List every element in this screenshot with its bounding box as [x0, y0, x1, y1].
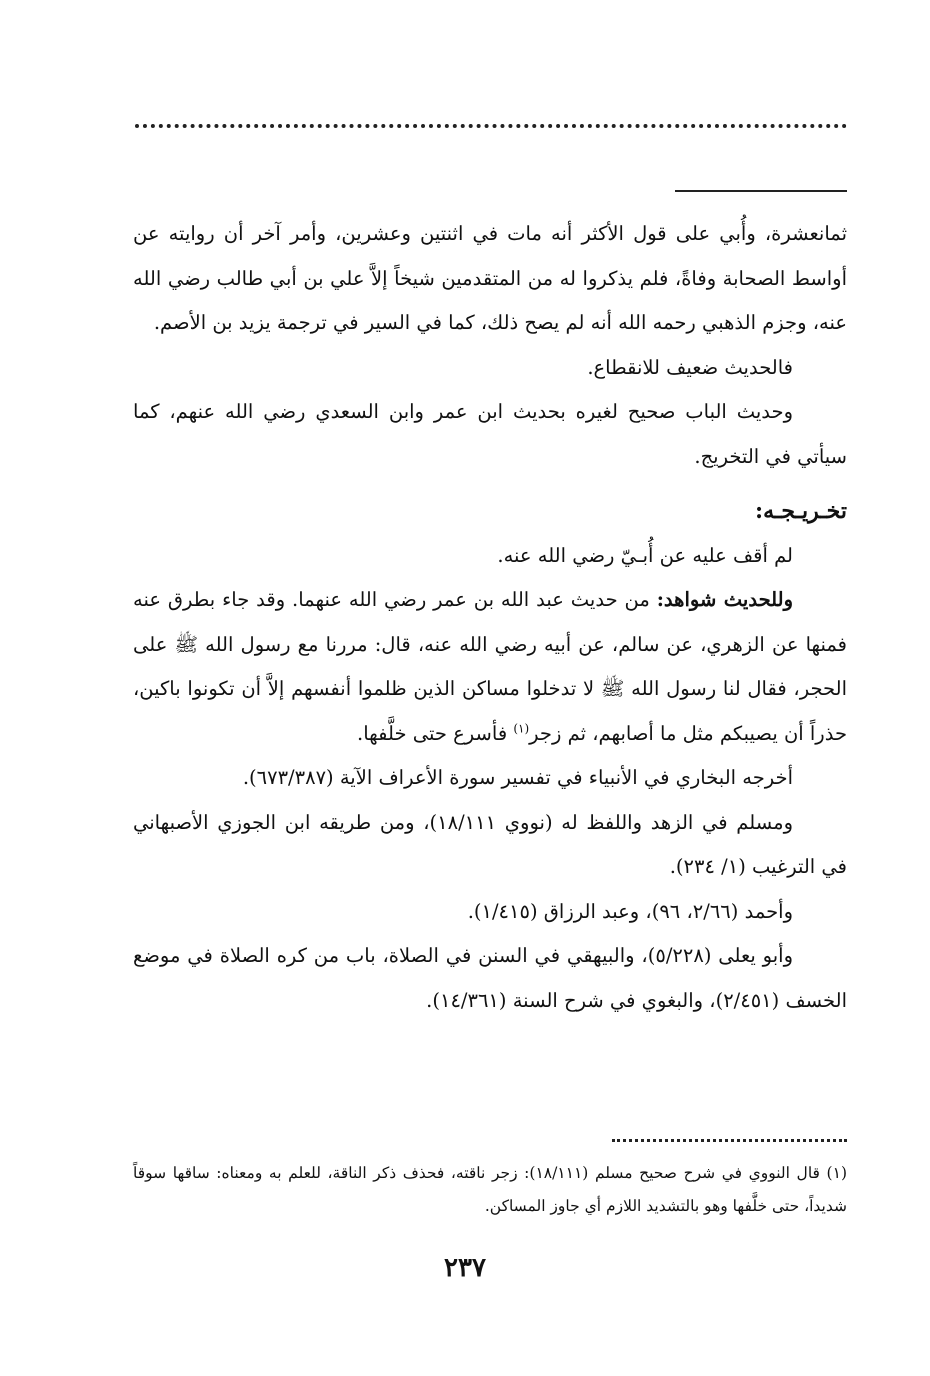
top-rule-line	[675, 190, 847, 192]
paragraph-abu-yala: وأبو يعلى (٥/٢٢٨)، والبيهقي في السنن في الصلاة، باب من كره الصلاة في موضع الخسف (٢/٤٥١)، والبغوي في شرح السنة (١٤/٣٦١).	[133, 944, 847, 1012]
page-number: ٢٣٧	[444, 1253, 486, 1283]
footnote-separator	[612, 1139, 847, 1142]
paragraph-witnesses	[133, 578, 847, 756]
footnote	[133, 1157, 847, 1223]
paragraph-continuation: ثمانعشرة، وأُبي على قول الأكثر أنه مات في اثنتين وعشرين، وأمر آخر أن روايته عن أواسط الصحابة وفاةً، فلم يذكروا له من المتقدمين شيخاً إلاَّ علي بن أبي طالب رضي الله عنه، وجزم الذهبي رحمه الله أنه لم يصح ذلك، كما في السير في ترجمة يزيد بن الأصم.	[133, 222, 847, 334]
top-dotted-separator	[135, 124, 847, 128]
witnesses-text-end: فأسرع حتى خلَّفها.	[357, 721, 514, 745]
paragraph-authenticity: وحديث الباب صحيح لغيره بحديث ابن عمر وابن السعدي رضي الله عنهم، كما سيأتي في التخريج.	[133, 400, 847, 468]
paragraph-ahmad: وأحمد (٢/٦٦، ٩٦)، وعبد الرزاق (١/٤١٥).	[467, 899, 793, 923]
section-heading-takhrij: تخـريـجـه:	[754, 498, 847, 524]
paragraph-ruling: فالحديث ضعيف للانقطاع.	[587, 355, 793, 379]
paragraph-not-found: لم أقف عليه عن أُبـيّ رضي الله عنه.	[497, 543, 793, 567]
paragraph-bukhari: أخرجه البخاري في الأنبياء في تفسير سورة الأعراف الآية (٦٧٣/٣٨٧).	[242, 766, 793, 789]
witnesses-text: من حديث عبد الله بن عمر رضي الله عنهما. وقد جاء بطرق عنه فمنها عن الزهري، عن سالم، عن أبيه رضي الله عنه، قال: مررنا مع رسول الله ﷺ على الحجر، فقال لنا رسول الله ﷺ لا تدخلوا مساكن الذين ظلموا أنفسهم إلاَّ أن تكونوا باكين، حذراً أن يصيبكم مثل ما أصابهم، ثم زجر	[133, 588, 847, 745]
footnote-marker[interactable]: (١)	[513, 721, 530, 735]
footnote-text: (١) قال النووي في شرح صحيح مسلم (١٨/١١١): زجر ناقته، فحذف ذكر الناقة، للعلم به ومعناه: ساقها سوقاً شديداً، حتى خلَّفها وهو بالتشديد اللازم أي جاوز المساكن.	[133, 1164, 847, 1215]
witnesses-label: وللحديث شواهد:	[656, 588, 793, 611]
main-text	[133, 212, 847, 1023]
paragraph-muslim: ومسلم في الزهد واللفظ له (نووي ١٨/١١١)، ومن طريقه ابن الجوزي الأصبهاني في الترغيب (١/ ٢٣٤).	[133, 810, 847, 878]
